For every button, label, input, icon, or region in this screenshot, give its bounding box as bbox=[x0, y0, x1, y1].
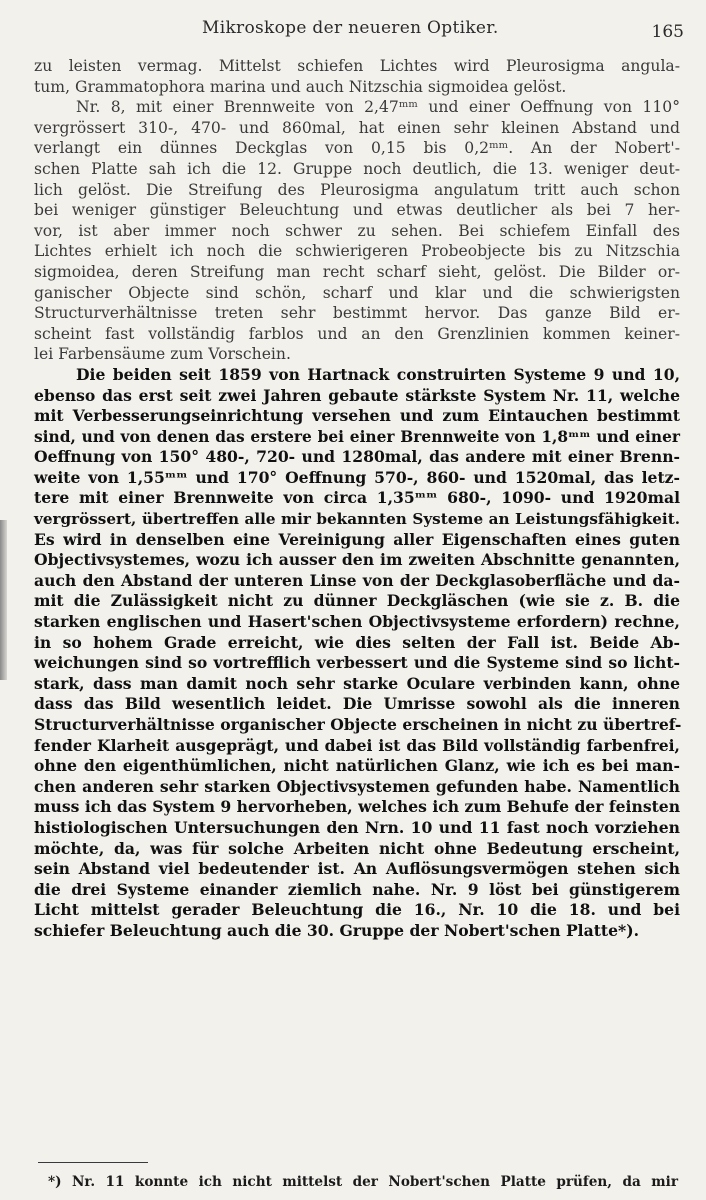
binding-shadow bbox=[0, 520, 7, 680]
text-line: stark, dass man damit noch sehr starke Oculare verbinden kann, ohne bbox=[34, 673, 680, 693]
text-line: sigmoidea, deren Streifung man recht scharf sieht, gelöst. Die Bilder or- bbox=[34, 262, 680, 281]
text-line: mit Verbesserungseinrichtung versehen und zum Eintauchen bestimmt bbox=[34, 406, 680, 426]
text-line: lei Farbensäume zum Vorschein. bbox=[34, 345, 291, 364]
page-header bbox=[34, 14, 684, 42]
text-line: Die beiden seit 1859 von Hartnack construirten Systeme 9 und 10, bbox=[76, 364, 680, 384]
text-line: tere mit einer Brennweite von circa 1,35ᵐᵐ 680-, 1090- und 1920mal bbox=[34, 488, 680, 508]
text-line: lich gelöst. Die Streifung des Pleurosigma angulatum tritt auch schon bbox=[34, 180, 680, 199]
text-line: histiologischen Untersuchungen den Nrn. 10 und 11 fast noch vorziehen bbox=[34, 817, 680, 837]
text-line: vor, ist aber immer noch schwer zu sehen. Bei schiefem Einfall des bbox=[34, 221, 680, 240]
running-title: Mikroskope der neueren Optiker. bbox=[202, 18, 499, 38]
text-line: mit die Zulässigkeit nicht zu dünner Deckgläschen (wie sie z. B. die bbox=[34, 591, 680, 611]
text-line: auch den Abstand der unteren Linse von der Deckglasoberfläche und da- bbox=[34, 570, 680, 590]
paragraph bbox=[34, 365, 680, 942]
paragraph bbox=[34, 56, 680, 97]
text-line: vergrössert 310-, 470- und 860mal, hat einen sehr kleinen Abstand und bbox=[34, 118, 680, 137]
footnote: *) Nr. 11 konnte ich nicht mittelst der Nobert'schen Platte prüfen, da mir bbox=[48, 1174, 678, 1190]
text-line: Oeffnung von 150° 480-, 720- und 1280mal, das andere mit einer Brenn- bbox=[34, 447, 680, 467]
text-line: muss ich das System 9 hervorheben, welches ich zum Behufe der feinsten bbox=[34, 797, 681, 817]
text-line: Lichtes erhielt ich noch die schwierigeren Probeobjecte bis zu Nitzschia bbox=[34, 242, 680, 261]
page-number: 165 bbox=[651, 22, 684, 42]
text-line: verlangt ein dünnes Deckglas von 0,15 bis 0,2ᵐᵐ. An der Nobert'- bbox=[34, 139, 680, 158]
text-line: ganischer Objecte sind schön, scharf und klar und die schwierigsten bbox=[34, 283, 680, 302]
text-line: scheint fast vollständig farblos und an den Grenzlinien kommen keiner- bbox=[34, 324, 680, 343]
text-line: sind, und von denen das erstere bei einer Brennweite von 1,8ᵐᵐ und einer bbox=[34, 427, 680, 446]
text-line: chen anderen sehr starken Objectivsystemen gefunden habe. Namentlich bbox=[34, 776, 680, 796]
text-line: sein Abstand viel bedeutender ist. An Auflösungsvermögen stehen sich bbox=[34, 859, 680, 879]
text-line: ebenso das erst seit zwei Jahren gebaute stärkste System Nr. 11, welche bbox=[34, 385, 680, 405]
text-line: weichungen sind so vortrefflich verbessert und die Systeme sind so licht- bbox=[34, 653, 680, 673]
text-line: in so hohem Grade erreicht, wie dies selten der Fall ist. Beide Ab- bbox=[34, 632, 680, 652]
text-line: dass das Bild wesentlich leidet. Die Umrisse sowohl als die inneren bbox=[34, 694, 680, 714]
text-line: starken englischen und Hasert'schen Objectivsysteme erfordern) rechne, bbox=[34, 612, 680, 632]
text-line: bei weniger günstiger Beleuchtung und etwas deutlicher als bei 7 her- bbox=[34, 201, 680, 220]
paragraph bbox=[34, 97, 680, 365]
text-line: Nr. 8, mit einer Brennweite von 2,47ᵐᵐ und einer Oeffnung von 110° bbox=[76, 98, 680, 117]
text-line: Objectivsystemes, wozu ich ausser den im zweiten Abschnitte genannten, bbox=[34, 550, 680, 570]
text-line: weite von 1,55ᵐᵐ und 170° Oeffnung 570-, 860- und 1520mal, das letz- bbox=[34, 467, 680, 487]
text-line: vergrössert, übertreffen alle mir bekannten Systeme an Leistungsfähigkeit. bbox=[34, 510, 680, 529]
text-line: möchte, da, was für solche Arbeiten nicht ohne Bedeutung erscheint, bbox=[34, 838, 680, 858]
text-line: Structurverhältnisse organischer Objecte erscheinen in nicht zu übertref- bbox=[34, 715, 682, 734]
text-line: die drei Systeme einander ziemlich nahe. Nr. 9 löst bei günstigerem bbox=[34, 879, 680, 899]
text-line: schiefer Beleuchtung auch die 30. Gruppe der Nobert'schen Platte*). bbox=[34, 920, 640, 940]
body-text bbox=[34, 56, 680, 942]
text-line: ohne den eigenthümlichen, nicht natürlichen Glanz, wie ich es bei man- bbox=[34, 756, 680, 776]
text-line: zu leisten vermag. Mittelst schiefen Lichtes wird Pleurosigma angula- bbox=[34, 57, 680, 75]
footnote-rule bbox=[38, 1162, 148, 1163]
text-line: Licht mittelst gerader Beleuchtung die 16., Nr. 10 die 18. und bei bbox=[34, 900, 680, 920]
text-line: fender Klarheit ausgeprägt, und dabei ist das Bild vollständig farbenfrei, bbox=[34, 735, 680, 755]
text-line: Structurverhältnisse treten sehr bestimmt hervor. Das ganze Bild er- bbox=[34, 304, 680, 323]
text-line: Es wird in denselben eine Vereinigung aller Eigenschaften eines guten bbox=[34, 529, 680, 549]
text-line: schen Platte sah ich die 12. Gruppe noch deutlich, die 13. weniger deut- bbox=[34, 159, 680, 178]
text-line: tum, Grammatophora marina und auch Nitzschia sigmoidea gelöst. bbox=[34, 77, 567, 96]
